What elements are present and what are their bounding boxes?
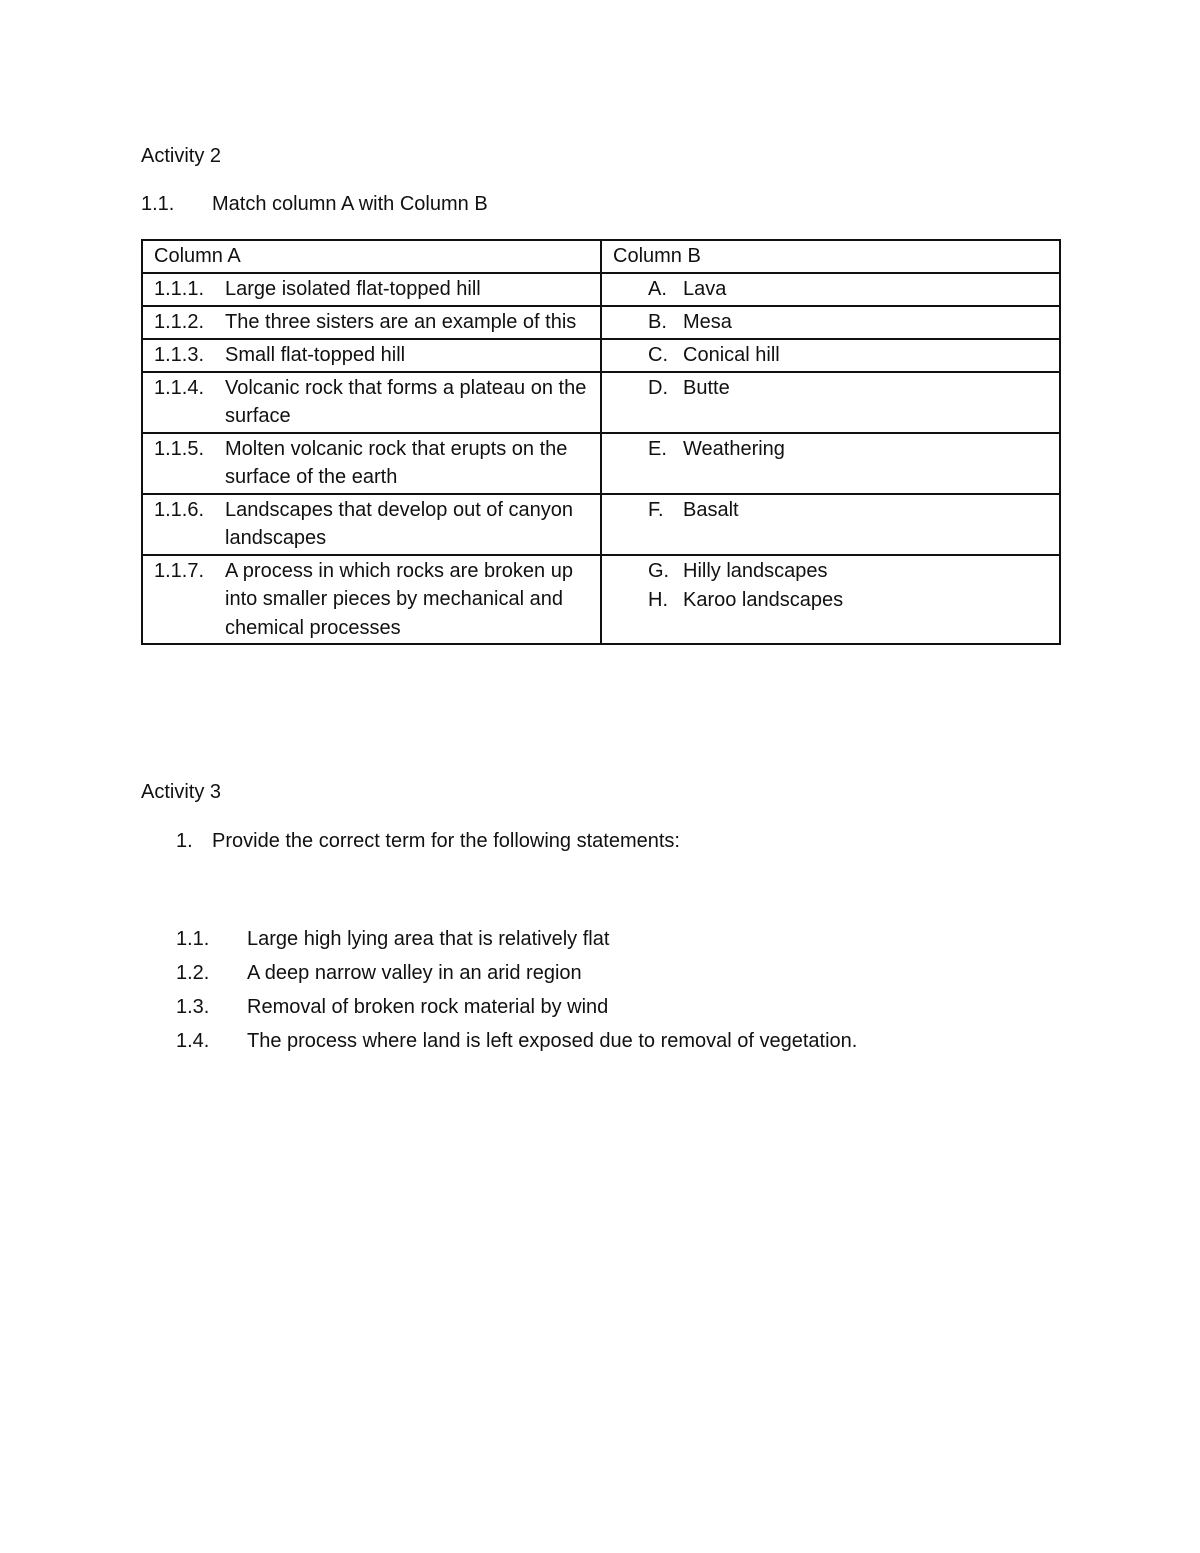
statement-text: The process where land is left exposed due to removal of vegetation. xyxy=(247,1030,858,1052)
table-row xyxy=(142,339,1060,372)
item-number: 1.1.7. xyxy=(154,559,205,582)
statement-number: 1.1. xyxy=(176,928,210,950)
item-description: Large isolated flat-topped hill xyxy=(225,277,481,300)
item-description: The three sisters are an example of this xyxy=(225,310,577,333)
column-b-header: Column B xyxy=(601,240,1060,273)
statement-text: A deep narrow valley in an arid region xyxy=(247,962,582,984)
statement-text: Large high lying area that is relatively flat xyxy=(247,928,610,950)
matching-table xyxy=(141,239,1061,645)
option-letter: A. xyxy=(648,277,667,300)
option-text: Hilly landscapes xyxy=(683,559,828,582)
column-a-cell xyxy=(142,339,601,372)
answer-option xyxy=(602,435,1059,464)
table-header-row xyxy=(142,240,1060,273)
answer-option xyxy=(602,308,1059,337)
column-a-cell xyxy=(142,555,601,645)
table-row xyxy=(142,273,1060,306)
item-description: Molten volcanic rock that erupts on the surface of the earth xyxy=(225,437,568,488)
table-row xyxy=(142,306,1060,339)
column-a-cell xyxy=(142,433,601,494)
question-number: 1.1. xyxy=(141,193,175,215)
answer-option xyxy=(602,275,1059,304)
option-letter: F. xyxy=(648,498,664,521)
column-b-cell xyxy=(601,372,1060,433)
column-a-header: Column A xyxy=(142,240,601,273)
answer-option xyxy=(602,374,1059,403)
table-row xyxy=(142,433,1060,494)
column-a-cell xyxy=(142,494,601,555)
option-letter: G. xyxy=(648,559,670,582)
statement-text: Removal of broken rock material by wind xyxy=(247,996,609,1018)
answer-option xyxy=(602,557,1059,586)
option-letter: D. xyxy=(648,376,668,399)
column-a-cell xyxy=(142,372,601,433)
option-text: Butte xyxy=(683,376,730,399)
answer-option xyxy=(602,586,1059,615)
table-row xyxy=(142,372,1060,433)
column-b-cell xyxy=(601,494,1060,555)
column-b-cell xyxy=(601,306,1060,339)
column-b-cell xyxy=(601,273,1060,306)
item-number: 1.1.5. xyxy=(154,437,205,460)
column-a-cell xyxy=(142,306,601,339)
item-description: Landscapes that develop out of canyon landscapes xyxy=(225,498,574,549)
column-b-cell xyxy=(601,433,1060,494)
item-description: A process in which rocks are broken up into smaller pieces by mechanical and chemical processes xyxy=(225,559,573,639)
option-text: Mesa xyxy=(683,310,732,333)
answer-option xyxy=(602,496,1059,525)
item-number: 1.1.2. xyxy=(154,310,205,333)
column-a-cell xyxy=(142,273,601,306)
option-letter: C. xyxy=(648,343,668,366)
question-text: Match column A with Column B xyxy=(212,193,488,215)
item-number: 1.1.3. xyxy=(154,343,205,366)
item-number: 1.1.1. xyxy=(154,277,205,300)
statement-number: 1.4. xyxy=(176,1030,210,1052)
answer-option xyxy=(602,341,1059,370)
option-text: Karoo landscapes xyxy=(683,588,844,611)
option-text: Conical hill xyxy=(683,343,780,366)
column-b-cell xyxy=(601,339,1060,372)
option-letter: E. xyxy=(648,437,667,460)
option-text: Basalt xyxy=(683,498,739,521)
table-row xyxy=(142,555,1060,645)
option-letter: B. xyxy=(648,310,667,333)
question-text: Provide the correct term for the following statements: xyxy=(212,830,680,852)
statement-number: 1.3. xyxy=(176,996,210,1018)
option-text: Weathering xyxy=(683,437,785,460)
item-number: 1.1.6. xyxy=(154,498,205,521)
item-number: 1.1.4. xyxy=(154,376,205,399)
option-text: Lava xyxy=(683,277,727,300)
column-b-cell xyxy=(601,555,1060,645)
table-row xyxy=(142,494,1060,555)
statement-number: 1.2. xyxy=(176,962,210,984)
item-description: Volcanic rock that forms a plateau on the surface xyxy=(225,376,587,427)
question-number: 1. xyxy=(176,830,193,852)
activity-2-heading: Activity 2 xyxy=(141,145,222,167)
activity-3-heading: Activity 3 xyxy=(141,781,222,803)
item-description: Small flat-topped hill xyxy=(225,343,406,366)
option-letter: H. xyxy=(648,588,668,611)
